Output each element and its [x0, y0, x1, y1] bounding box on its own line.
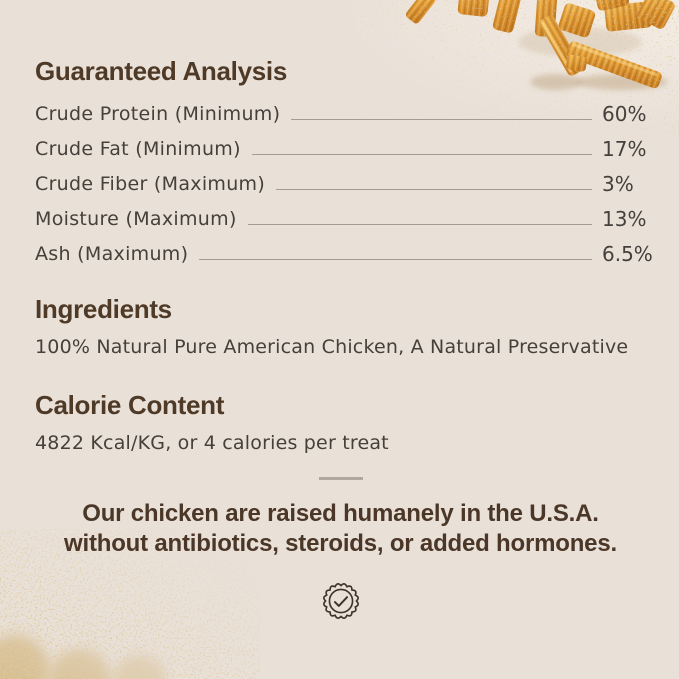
analysis-row — [35, 96, 646, 131]
leader-line — [199, 259, 592, 260]
analysis-value: 13% — [602, 206, 647, 231]
analysis-row — [35, 236, 653, 271]
leader-line — [291, 119, 592, 120]
leader-line — [248, 224, 592, 225]
analysis-row — [35, 201, 646, 236]
seal-check-icon — [319, 579, 363, 623]
calorie-content-text: 4822 Kcal/KG, or 4 calories per treat — [35, 432, 389, 454]
humane-claim-line2: without antibiotics, steroids, or added hormones. — [64, 530, 617, 557]
analysis-label: Crude Protein (Minimum) — [35, 102, 281, 125]
analysis-value: 17% — [602, 136, 647, 161]
analysis-table — [35, 96, 653, 271]
ingredients-text: 100% Natural Pure American Chicken, A Natural Preservative — [35, 336, 629, 358]
analysis-value: 60% — [602, 101, 647, 126]
analysis-row — [35, 166, 646, 201]
analysis-label: Moisture (Maximum) — [35, 207, 237, 230]
humane-claim-line1: Our chicken are raised humanely in the U.S.A. — [82, 500, 599, 527]
analysis-label: Crude Fiber (Maximum) — [35, 172, 266, 195]
humane-claim — [35, 499, 646, 559]
guaranteed-analysis-title: Guaranteed Analysis — [35, 56, 287, 86]
divider — [319, 477, 363, 480]
analysis-label: Ash (Maximum) — [35, 242, 189, 265]
analysis-label: Crude Fat (Minimum) — [35, 137, 241, 160]
analysis-row — [35, 131, 646, 166]
calorie-content-title: Calorie Content — [35, 390, 225, 420]
analysis-value: 6.5% — [602, 241, 653, 266]
leader-line — [276, 189, 592, 190]
analysis-value: 3% — [602, 171, 634, 196]
leader-line — [252, 154, 592, 155]
ingredients-title: Ingredients — [35, 294, 172, 324]
